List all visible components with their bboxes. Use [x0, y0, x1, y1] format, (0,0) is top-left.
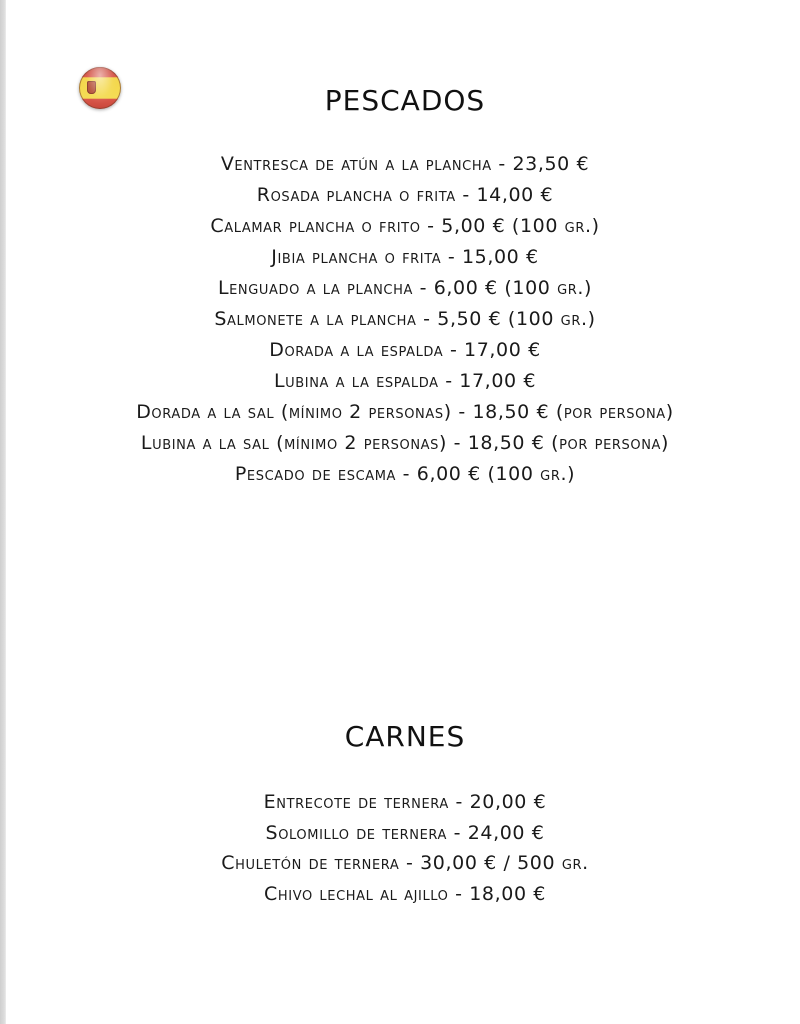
- menu-item: Chuletón de ternera - 30,00 € / 500 gr.: [221, 852, 589, 874]
- section-title-carnes: CARNES: [344, 720, 466, 753]
- menu-item: Ventresca de atún a la plancha - 23,50 €: [220, 153, 590, 175]
- menu-item: Chivo lechal al ajillo - 18,00 €: [264, 882, 546, 905]
- menu-list-pescados: [0, 149, 800, 490]
- menu-item: Calamar plancha o frito - 5,00 € (100 gr.): [210, 215, 600, 237]
- section-carnes: [0, 720, 800, 909]
- menu-item: Lenguado a la plancha - 6,00 € (100 gr.): [217, 277, 593, 299]
- menu-item: Salmonete a la plancha - 5,50 € (100 gr.): [214, 308, 596, 330]
- menu-list-carnes: [0, 787, 800, 909]
- section-title-pescados: PESCADOS: [324, 84, 486, 117]
- menu-item: Dorada a la espalda - 17,00 €: [269, 339, 541, 361]
- section-pescados: [0, 84, 800, 490]
- menu-item: Pescado de escama - 6,00 € (100 gr.): [234, 463, 576, 485]
- menu-item: Lubina a la espalda - 17,00 €: [273, 370, 537, 392]
- menu-item: Jibia plancha o frita - 15,00 €: [271, 246, 539, 268]
- menu-item: Dorada a la sal (mínimo 2 personas) - 18,50 € (por persona): [136, 401, 674, 423]
- menu-item: Solomillo de ternera - 24,00 €: [265, 821, 545, 844]
- menu-item: Rosada plancha o frita - 14,00 €: [256, 184, 554, 206]
- menu-item: Lubina a la sal (mínimo 2 personas) - 18,50 € (por persona): [140, 432, 670, 454]
- menu-item: Entrecote de ternera - 20,00 €: [263, 791, 547, 813]
